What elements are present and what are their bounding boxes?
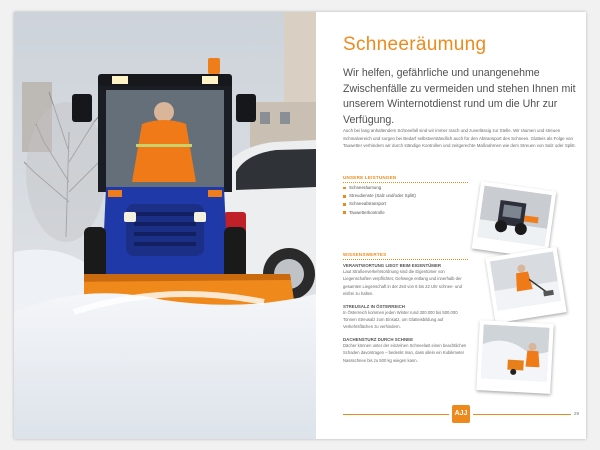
polaroid-photo-tractor bbox=[472, 181, 557, 259]
page-number: 29 bbox=[574, 411, 580, 416]
page-title: Schneeräumung bbox=[343, 34, 487, 55]
list-item: Tauwetterkontrolle bbox=[343, 209, 468, 217]
lead-paragraph: Wir helfen, gefährliche und unangenehme Zwischenfälle zu vermeiden und stehen Ihnen mit unserem Winternotdienst rund um die Uhr zur Verfügung. bbox=[343, 67, 576, 126]
services-list bbox=[343, 184, 468, 217]
knowledge-title: DACHENSTURZ DURCH SCHNEE bbox=[343, 336, 414, 342]
body-paragraph: Auch bei lang anhaltendem Schneefall sind wir immer rasch und zuverlässig zur Stelle. Wir räumen und streuen Schmalvereich und sorgen bei Bedarf selbstverständlich auch für den Abtransport des Schnees. Glatteis als Folge von Tauwetter verhindern wir durch ständige Kontrollen und zeitgerechte Maßnahmen wie dem Streuen von Salz oder Splitt. bbox=[343, 128, 576, 149]
services-divider bbox=[343, 182, 468, 183]
company-logo: AJJ bbox=[452, 405, 470, 423]
services-heading: UNSERE LEISTUNGEN bbox=[343, 175, 397, 180]
polaroid-photo-shovel bbox=[485, 247, 566, 323]
knowledge-divider bbox=[343, 259, 468, 260]
bullet-icon bbox=[343, 187, 346, 190]
polaroid-photo-snowblower bbox=[476, 320, 554, 394]
knowledge-heading: WISSENSWERTES bbox=[343, 252, 387, 257]
knowledge-text: Laut Straßenverkehrsordnung sind die Eigentümer von Liegenschaften verpflichtet, Gehwege entlang und innerhalb der gesamten Liegenschaft in der Zeit von 6 bis 22 Uhr schnee- und eisfrei zu halten. bbox=[343, 269, 462, 297]
list-item: Schneeabtransport bbox=[343, 200, 468, 208]
knowledge-title: STREUSALZ IN ÖSTERREICH bbox=[343, 303, 405, 309]
knowledge-title: VERANTWORTUNG LIEGT BEIM EIGENTÜMER bbox=[343, 263, 442, 268]
knowledge-text: In Österreich kommen jeden Winter rund 300.000 bis 500.000 Tonnen Streusalz zum Einsatz, um Glatteisbildung auf Verkehrsflächen zu verhindern. bbox=[343, 309, 458, 330]
list-item: Schneeräumung bbox=[343, 184, 468, 192]
footer-rule-right bbox=[473, 414, 571, 415]
knowledge-text: Dächer können unter der einzelnen Schneelast einen beachtlichen Schaden davontragen – bedenkt man, dass allein ein Kubikmeter Nassschnee bis zu 500 kg wiegen kann. bbox=[343, 342, 467, 363]
list-item: Streudienste (Salz und/oder Splitt) bbox=[343, 192, 468, 200]
bullet-icon bbox=[343, 203, 346, 206]
tractor-snowplow-photo bbox=[14, 12, 316, 439]
bullet-icon bbox=[343, 195, 346, 198]
knowledge-section bbox=[343, 263, 468, 364]
bullet-icon bbox=[343, 211, 346, 214]
footer-rule-left bbox=[343, 414, 449, 415]
